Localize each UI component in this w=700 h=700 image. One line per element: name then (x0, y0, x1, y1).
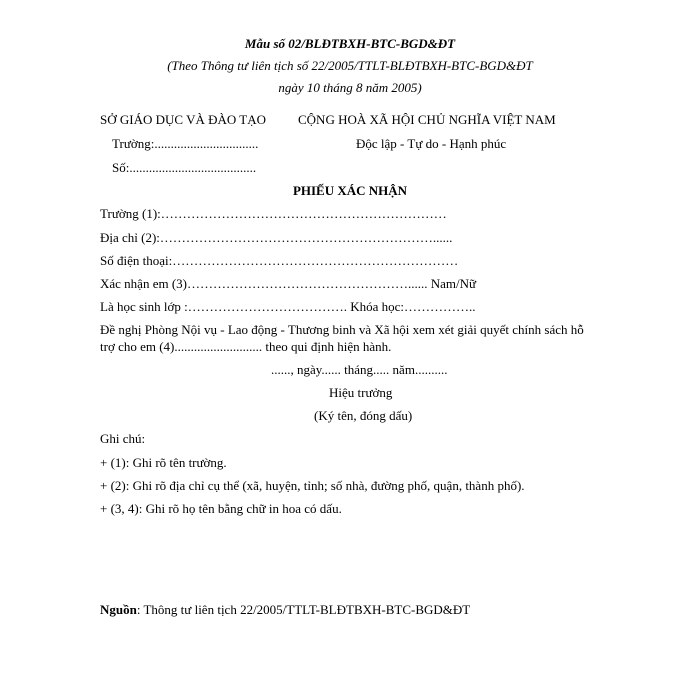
source-text: : Thông tư liên tịch 22/2005/TTLT-BLĐTBXH-BTC-BGD&ĐT (136, 602, 471, 617)
field-confirm-student: Xác nhận em (3)……………………………………………...... Nam/Nữ (100, 276, 477, 291)
number-field: Số:....................................... (112, 160, 257, 175)
form-code: Mẫu số 02/BLĐTBXH-BTC-BGD&ĐT (244, 36, 456, 51)
field-class: Là học sinh lớp :………………………………. Khóa học:…………….. (100, 299, 476, 314)
source-line (100, 602, 470, 618)
country-name: CỘNG HOÀ XÃ HỘI CHỦ NGHĨA VIỆT NAM (298, 112, 556, 127)
signature-date-line: ......, ngày...... tháng..... năm.......... (271, 362, 448, 377)
school-field-header: Trường:................................ (112, 136, 259, 151)
note-item-2: + (2): Ghi rõ địa chỉ cụ thể (xã, huyện, tỉnh; số nhà, đường phố, quận, thành phố). (100, 478, 525, 493)
request-line-2: trợ cho em (4)........................... theo qui định hiện hành. (100, 339, 392, 354)
legal-basis-line2: ngày 10 tháng 8 năm 2005) (278, 80, 422, 95)
signature-role: Hiệu trưởng (329, 385, 393, 400)
field-phone: Số điện thoại:………………………………………………………… (100, 253, 459, 268)
field-address: Địa chỉ (2):………………………………………………………...... (100, 230, 453, 245)
note-item-1: + (1): Ghi rõ tên trường. (100, 455, 227, 470)
signature-instruction: (Ký tên, đóng dấu) (314, 408, 413, 423)
request-line-1: Đề nghị Phòng Nội vụ - Lao động - Thương binh và Xã hội xem xét giải quyết chính sách hỗ (100, 322, 584, 337)
document-title: PHIẾU XÁC NHẬN (292, 183, 408, 198)
note-item-3: + (3, 4): Ghi rõ họ tên bằng chữ in hoa có dấu. (100, 501, 342, 516)
source-label: Nguồn (100, 602, 137, 617)
national-motto: Độc lập - Tự do - Hạnh phúc (356, 136, 507, 151)
field-school: Trường (1):………………………………………………………… (100, 206, 447, 221)
department-name: SỞ GIÁO DỤC VÀ ĐÀO TẠO (100, 112, 266, 127)
legal-basis-line1: (Theo Thông tư liên tịch số 22/2005/TTLT-BLĐTBXH-BTC-BGD&ĐT (167, 58, 533, 73)
notes-heading: Ghi chú: (100, 431, 146, 446)
